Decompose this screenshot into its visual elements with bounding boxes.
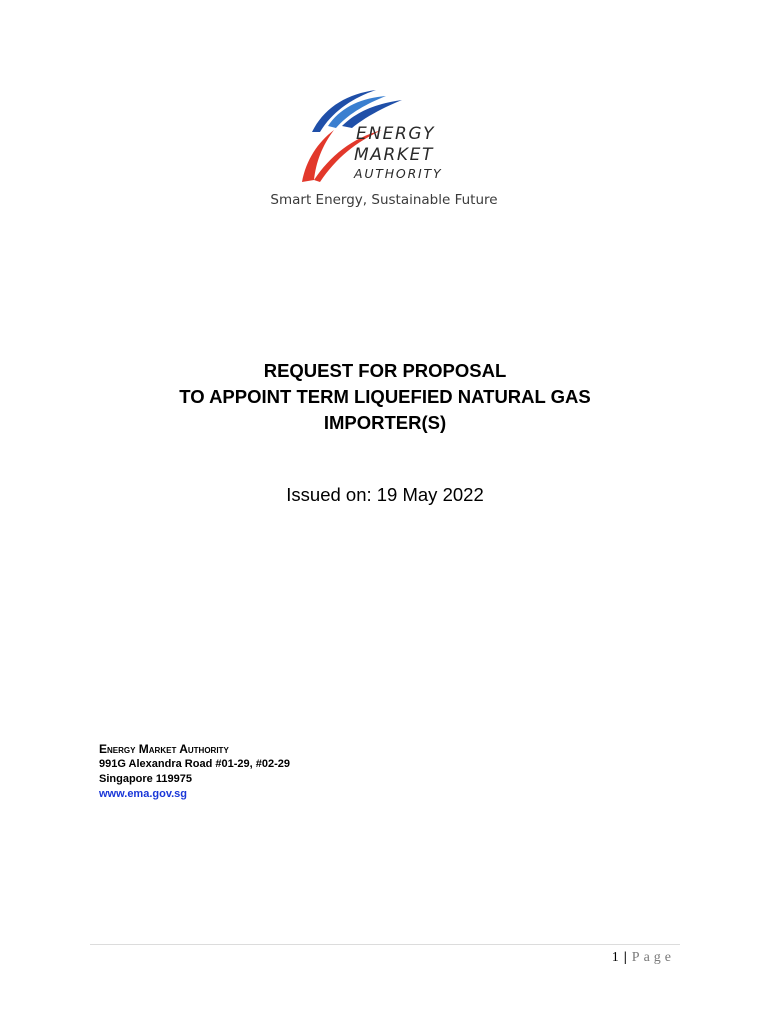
- logo-word-energy: ENERGY: [356, 124, 436, 144]
- logo-tagline: Smart Energy, Sustainable Future: [270, 192, 498, 208]
- ema-logo: [290, 86, 470, 186]
- issue-date: Issued on: 19 May 2022: [286, 484, 484, 505]
- title-line-3: IMPORTER(S): [323, 412, 447, 433]
- title-line-1: REQUEST FOR PROPOSAL: [263, 360, 507, 381]
- page-label: Page: [631, 950, 675, 965]
- page-footer: [612, 950, 675, 966]
- address-line-1: 991G Alexandra Road #01-29, #02-29: [99, 758, 290, 770]
- website-link[interactable]: www.ema.gov.sg: [99, 788, 188, 800]
- address-block: [99, 742, 290, 802]
- logo-word-market: MARKET: [354, 145, 434, 165]
- logo-word-authority: AUTHORITY: [354, 166, 443, 181]
- footer-divider: [90, 944, 680, 945]
- page-number: 1: [611, 950, 619, 965]
- organization-name: Energy Market Authority: [99, 742, 229, 756]
- page-separator: |: [623, 950, 627, 965]
- title-line-2: TO APPOINT TERM LIQUEFIED NATURAL GAS: [179, 386, 591, 407]
- document-title: [0, 358, 770, 436]
- address-line-2: Singapore 119975: [99, 773, 192, 785]
